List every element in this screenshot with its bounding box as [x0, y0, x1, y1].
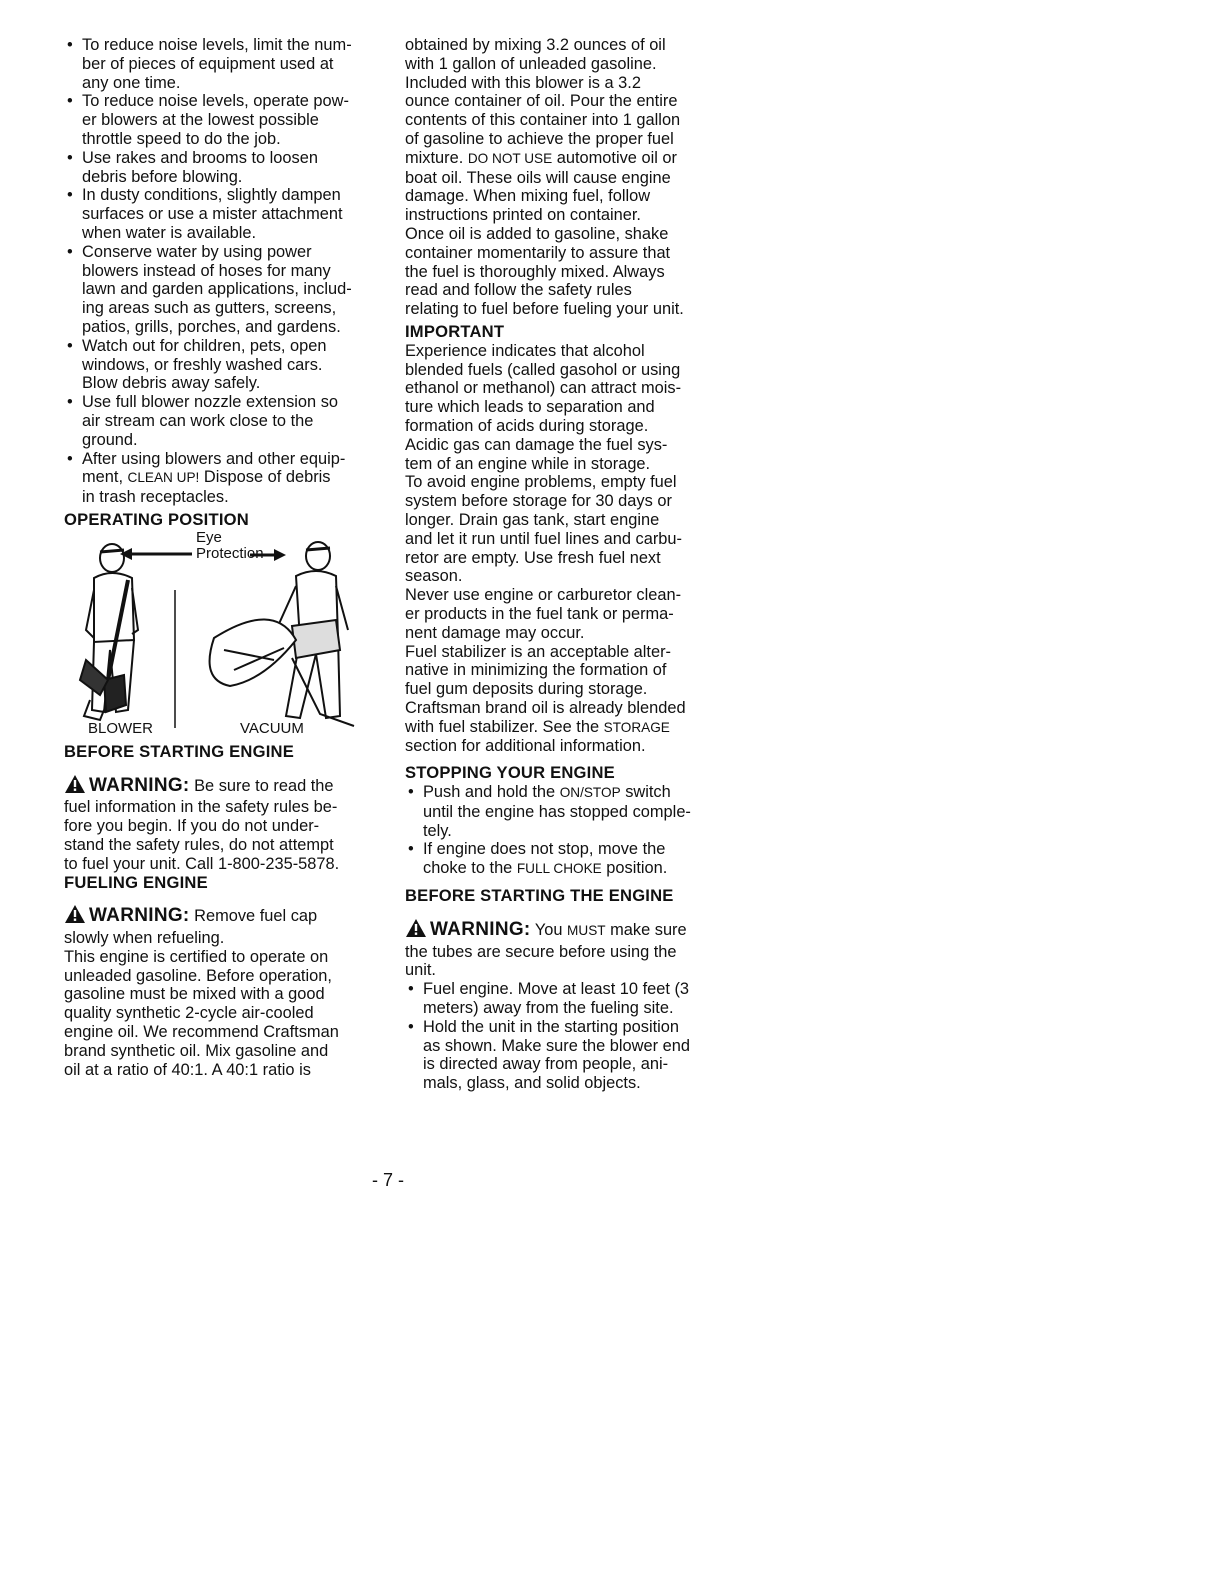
eye-arrow-icon	[120, 548, 192, 560]
warning-block: WARNING: Be sure to read the fuel information in the safety rules be- fore you begin. If you do not under- stand the safety rules, do not attempt to fuel your unit. Call 1-800-235-5878.	[64, 774, 340, 873]
important-heading: IMPORTANT	[405, 321, 505, 341]
before-starting-the-engine-heading: BEFORE STARTING THE ENGINE	[405, 886, 674, 906]
list-item: • Conserve water by using power blowers instead of hoses for many lawn and garden applications, includ- ing areas such as gutters, screens, patios, grills, porches, and gardens.	[64, 243, 382, 337]
operating-position-figure	[64, 530, 364, 735]
warning-icon	[64, 774, 86, 799]
warning-label: WARNING:	[89, 905, 190, 927]
list-item: • To reduce noise levels, limit the num- ber of pieces of equipment used at any one time.	[64, 36, 382, 92]
vacuum-operator-illustration	[210, 542, 354, 726]
warning-icon	[405, 918, 427, 943]
list-item: • After using blowers and other equip- ment, CLEAN UP! Dispose of debris in trash receptacles.	[64, 450, 382, 507]
warning-block: WARNING: Remove fuel cap slowly when refueling.	[64, 905, 318, 948]
fueling-engine-heading: FUELING ENGINE	[64, 872, 208, 892]
list-item: • Fuel engine. Move at least 10 feet (3 meters) away from the fueling site.	[405, 980, 725, 1018]
stopping-engine-heading: STOPPING YOUR ENGINE	[405, 763, 615, 783]
list-item: • Watch out for children, pets, open windows, or freshly washed cars. Blow debris away safely.	[64, 337, 382, 393]
before-starting-heading: BEFORE STARTING ENGINE	[64, 741, 294, 761]
vacuum-caption: VACUUM	[240, 719, 304, 737]
left-column	[64, 36, 382, 1079]
warning-label: WARNING:	[89, 774, 190, 796]
blower-caption: BLOWER	[88, 719, 154, 737]
list-item: • Use rakes and brooms to loosen debris before blowing.	[64, 149, 382, 187]
list-item: • If engine does not stop, move the choke to the FULL CHOKE position.	[405, 840, 725, 879]
warning-block: WARNING: You MUST make sure the tubes are secure before using the unit.	[405, 918, 687, 980]
bullet-list	[405, 783, 725, 879]
protection-label: Protection	[196, 544, 264, 562]
fuel-paragraph: This engine is certified to operate on unleaded gasoline. Before operation, gasoline must be mixed with a good quality synthetic 2-cycle air-cooled engine oil. We recommend Craftsman brand synthetic oil. Mix gasoline and oil at a ratio of 40:1. A 40:1 ratio is	[64, 947, 339, 1079]
bullet-list	[405, 980, 725, 1093]
operating-position-heading: OPERATING POSITION	[64, 509, 249, 529]
page-number: - 7 -	[372, 1170, 405, 1190]
list-item: • In dusty conditions, slightly dampen surfaces or use a mister attachment when water is available.	[64, 186, 382, 242]
warning-icon	[64, 904, 86, 929]
eye-label: Eye	[196, 528, 222, 546]
fuel-mix-paragraph: obtained by mixing 3.2 ounces of oil with 1 gallon of unleaded gasoline. Included with this blower is a 3.2 ounce container of oil. Pour the entire contents of this container into 1 gallon of gasoline to achieve the proper fuel mixture. DO NOT USE automotive oil or boat oil. These oils will cause engine damage. When mixing fuel, follow instructions printed on container. Once oil is added to gasoline, shake container momentarily to assure that the fuel is thoroughly mixed. Always read and follow the safety rules relating to fuel before fueling your unit.	[405, 36, 684, 319]
list-item: • Use full blower nozzle extension so air stream can work close to the ground.	[64, 393, 382, 449]
bullet-list	[64, 36, 382, 507]
right-column	[405, 36, 725, 1093]
list-item: • Push and hold the ON/STOP switch until the engine has stopped comple- tely.	[405, 783, 725, 840]
warning-label: WARNING:	[430, 918, 531, 940]
important-paragraph: Experience indicates that alcohol blended fuels (called gasohol or using ethanol or methanol) can attract mois- ture which leads to separation and formation of acids during storage. Acidic gas can damage the fuel sys- tem of an engine while in storage. To avoid engine problems, empty fuel system before storage for 30 days or longer. Drain gas tank, start engine and let it run until fuel lines and carbu- retor are empty. Use fresh fuel next season. Never use engine or carburetor clean- er products in the fuel tank or perma- nent damage may occur. Fuel stabilizer is an acceptable alter- native in minimizing the formation of fuel gum deposits during storage. Craftsman brand oil is already blended with fuel stabilizer. See the STORAGE section for additional information.	[405, 341, 686, 756]
list-item: • Hold the unit in the starting position as shown. Make sure the blower end is directed away from people, ani- mals, glass, and solid objects.	[405, 1018, 725, 1093]
blower-operator-illustration	[80, 544, 138, 720]
list-item: • To reduce noise levels, operate pow- er blowers at the lowest possible throttle speed to do the job.	[64, 92, 382, 148]
